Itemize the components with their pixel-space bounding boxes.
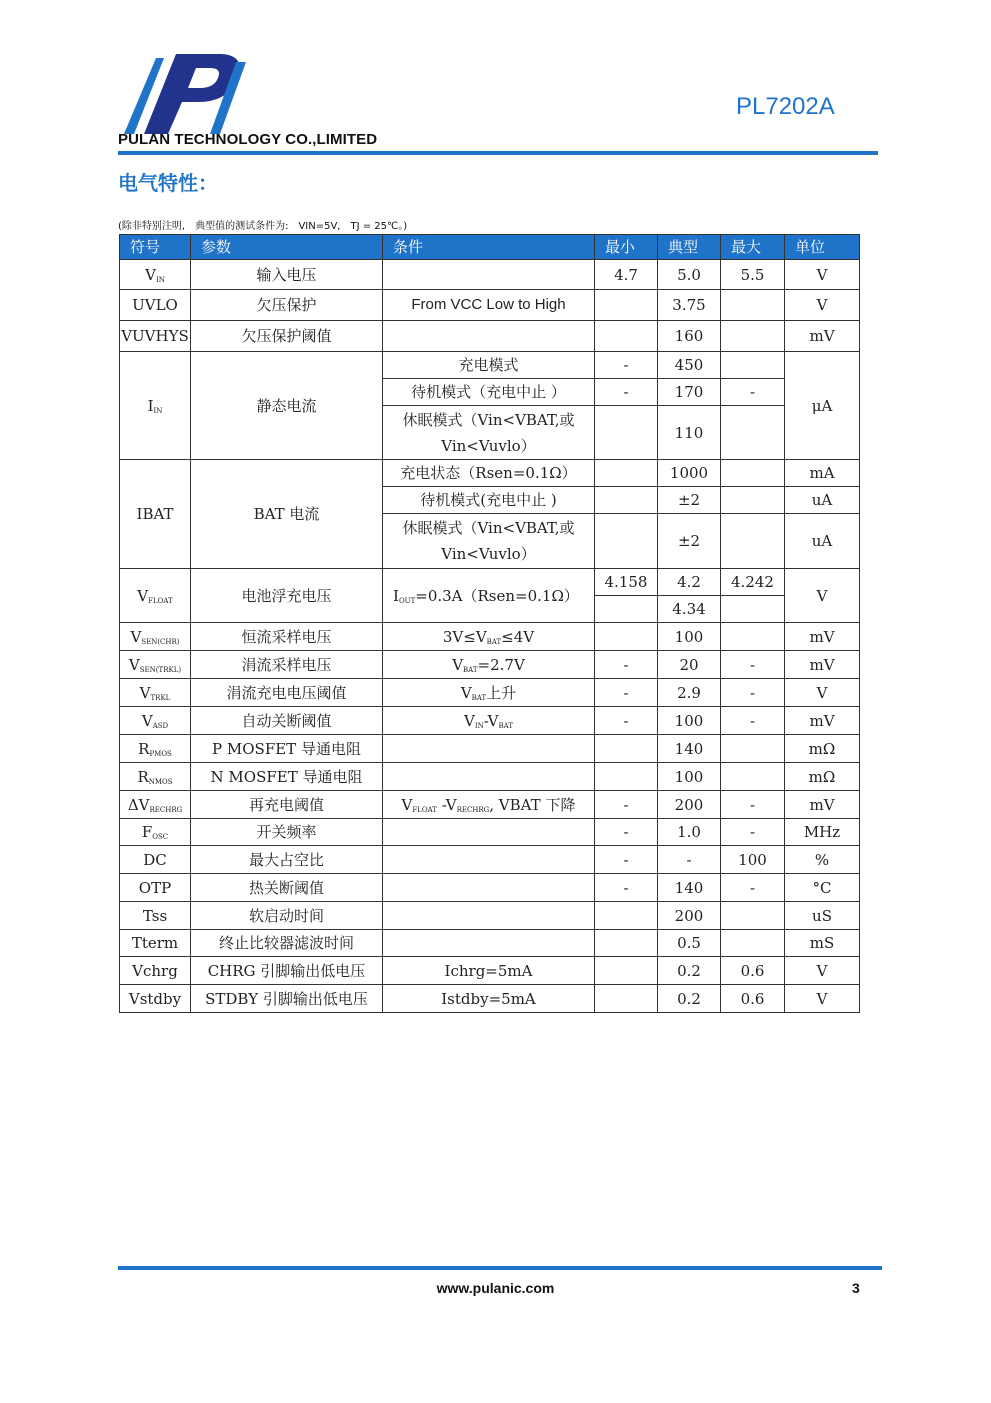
condition-cell: 休眠模式（Vin<VBAT,或 Vin<Vuvlo）	[383, 406, 595, 460]
typ-cell: 200	[658, 791, 721, 819]
min-cell	[595, 487, 658, 514]
condition-cell	[383, 321, 595, 352]
symbol-cell: $V_{SEN(CHR)}$	[120, 623, 191, 651]
unit-cell: mΩ	[785, 735, 860, 763]
header-typ: 典型	[658, 235, 721, 260]
condition-cell: $V_{IN}-V_{BAT}$	[383, 707, 595, 735]
symbol-cell: $V_{FLOAT}$	[120, 569, 191, 623]
min-cell	[595, 406, 658, 460]
symbol-cell: Vchrg	[120, 957, 191, 985]
condition-cell	[383, 902, 595, 930]
max-cell: -	[721, 791, 785, 819]
typ-cell: 4.2	[658, 569, 721, 596]
min-cell	[595, 514, 658, 569]
typ-cell: ±2	[658, 487, 721, 514]
footer-rule	[118, 1266, 882, 1270]
condition-cell	[383, 846, 595, 874]
condition-cell: $V_{BAT}=2.7V$	[383, 651, 595, 679]
parameter-cell: P MOSFET 导通电阻	[191, 735, 383, 763]
condition-cell: 充电状态（Rsen=0.1Ω）	[383, 460, 595, 487]
typ-cell: 0.2	[658, 957, 721, 985]
table-row	[120, 846, 860, 874]
unit-cell: mV	[785, 321, 860, 352]
condition-cell: 休眠模式（Vin<VBAT,或 Vin<Vuvlo）	[383, 514, 595, 569]
symbol-cell: DC	[120, 846, 191, 874]
unit-cell: mA	[785, 460, 860, 487]
pulan-logo-icon	[118, 52, 248, 134]
max-cell: -	[721, 819, 785, 846]
table-row	[120, 819, 860, 846]
max-cell	[721, 763, 785, 791]
section-title: 电气特性：	[118, 171, 218, 195]
min-cell: 4.7	[595, 260, 658, 290]
max-cell	[721, 930, 785, 957]
max-cell: -	[721, 651, 785, 679]
max-cell	[721, 460, 785, 487]
header-condition: 条件	[383, 235, 595, 260]
parameter-cell: 恒流采样电压	[191, 623, 383, 651]
table-row	[120, 679, 860, 707]
table-row	[120, 352, 860, 379]
max-cell: 5.5	[721, 260, 785, 290]
parameter-cell: 再充电阈值	[191, 791, 383, 819]
table-row	[120, 321, 860, 352]
typ-cell: 2.9	[658, 679, 721, 707]
min-cell	[595, 902, 658, 930]
min-cell: -	[595, 874, 658, 902]
table-row	[120, 651, 860, 679]
min-cell: 4.158	[595, 569, 658, 596]
max-cell	[721, 321, 785, 352]
table-row	[120, 985, 860, 1013]
symbol-cell: $R_{NMOS}$	[120, 763, 191, 791]
table-row	[120, 791, 860, 819]
table-row	[120, 260, 860, 290]
parameter-cell: 输入电压	[191, 260, 383, 290]
unit-cell: mV	[785, 791, 860, 819]
typ-cell: 170	[658, 379, 721, 406]
max-cell: 4.242	[721, 569, 785, 596]
max-cell: 0.6	[721, 985, 785, 1013]
symbol-cell: $V_{IN}$	[120, 260, 191, 290]
unit-cell: mV	[785, 707, 860, 735]
table-row	[120, 930, 860, 957]
symbol-cell: $\Delta V_{RECHRG}$	[120, 791, 191, 819]
typ-cell: ±2	[658, 514, 721, 569]
table-row	[120, 460, 860, 487]
typ-cell: 1.0	[658, 819, 721, 846]
typ-cell: -	[658, 846, 721, 874]
condition-cell: Ichrg=5mA	[383, 957, 595, 985]
parameter-cell: N MOSFET 导通电阻	[191, 763, 383, 791]
typ-cell: 1000	[658, 460, 721, 487]
typ-cell: 140	[658, 874, 721, 902]
header-unit: 单位	[785, 235, 860, 260]
unit-cell: V	[785, 260, 860, 290]
unit-cell: mV	[785, 623, 860, 651]
unit-cell: V	[785, 985, 860, 1013]
max-cell	[721, 902, 785, 930]
typ-cell: 110	[658, 406, 721, 460]
symbol-cell: $V_{ASD}$	[120, 707, 191, 735]
footer-url: www.pulanic.com	[436, 1280, 555, 1296]
condition-cell: 待机模式（充电中止 ）	[383, 379, 595, 406]
max-cell	[721, 623, 785, 651]
symbol-cell: Vstdby	[120, 985, 191, 1013]
condition-cell	[383, 735, 595, 763]
condition-cell: $3V\le V_{BAT}\le 4V$	[383, 623, 595, 651]
min-cell	[595, 930, 658, 957]
min-cell	[595, 957, 658, 985]
symbol-cell: Tss	[120, 902, 191, 930]
min-cell	[595, 735, 658, 763]
parameter-cell: 自动关断阈值	[191, 707, 383, 735]
unit-cell: V	[785, 679, 860, 707]
header-parameter: 参数	[191, 235, 383, 260]
typ-cell: 5.0	[658, 260, 721, 290]
symbol-cell: $I_{IN}$	[120, 352, 191, 460]
typ-cell: 100	[658, 707, 721, 735]
header-min: 最小	[595, 235, 658, 260]
parameter-cell: 电池浮充电压	[191, 569, 383, 623]
parameter-cell: 涓流采样电压	[191, 651, 383, 679]
min-cell: -	[595, 679, 658, 707]
max-cell: -	[721, 707, 785, 735]
symbol-cell: $V_{SEN(TRKL)}$	[120, 651, 191, 679]
max-cell	[721, 487, 785, 514]
symbol-cell: $V_{TRKL}$	[120, 679, 191, 707]
max-cell	[721, 352, 785, 379]
condition-cell	[383, 819, 595, 846]
max-cell: -	[721, 379, 785, 406]
min-cell: -	[595, 707, 658, 735]
typ-cell: 4.34	[658, 596, 721, 623]
unit-cell: uA	[785, 514, 860, 569]
max-cell	[721, 514, 785, 569]
typ-cell: 140	[658, 735, 721, 763]
parameter-cell: BAT 电流	[191, 460, 383, 569]
table-row	[120, 957, 860, 985]
unit-cell: V	[785, 957, 860, 985]
unit-cell: MHz	[785, 819, 860, 846]
unit-cell: uS	[785, 902, 860, 930]
unit-cell: °C	[785, 874, 860, 902]
condition-cell: 充电模式	[383, 352, 595, 379]
symbol-cell: $R_{PMOS}$	[120, 735, 191, 763]
parameter-cell: CHRG 引脚输出低电压	[191, 957, 383, 985]
min-cell	[595, 321, 658, 352]
condition-cell	[383, 930, 595, 957]
electrical-characteristics-table	[119, 234, 860, 1013]
symbol-cell: VUVHYS	[120, 321, 191, 352]
parameter-cell: 终止比较器滤波时间	[191, 930, 383, 957]
condition-cell	[383, 763, 595, 791]
unit-cell: V	[785, 569, 860, 623]
unit-cell: mΩ	[785, 763, 860, 791]
typ-cell: 20	[658, 651, 721, 679]
symbol-cell: Tterm	[120, 930, 191, 957]
condition-cell: From VCC Low to High	[383, 290, 595, 321]
symbol-cell: IBAT	[120, 460, 191, 569]
condition-cell	[383, 874, 595, 902]
unit-cell: mV	[785, 651, 860, 679]
parameter-cell: 开关频率	[191, 819, 383, 846]
unit-cell: %	[785, 846, 860, 874]
test-conditions-note: (除非特别注明, 典型值的测试条件为: VIN=5V, TJ = 25℃。)	[118, 221, 408, 232]
parameter-cell: 静态电流	[191, 352, 383, 460]
condition-cell: 待机模式(充电中止 )	[383, 487, 595, 514]
condition-cell: $V_{FLOAT}$ $-V_{RECHRG}$, VBAT 下降	[383, 791, 595, 819]
table-row	[120, 569, 860, 596]
company-name: PULAN TECHNOLOGY CO.,LIMITED	[118, 131, 378, 148]
condition-cell: $V_{BAT}$上升	[383, 679, 595, 707]
unit-cell: V	[785, 290, 860, 321]
min-cell	[595, 460, 658, 487]
header-max: 最大	[721, 235, 785, 260]
min-cell: -	[595, 651, 658, 679]
page-number: 3	[852, 1280, 860, 1296]
parameter-cell: 涓流充电电压阈值	[191, 679, 383, 707]
min-cell	[595, 623, 658, 651]
table-header-row	[120, 235, 860, 260]
max-cell: -	[721, 874, 785, 902]
typ-cell: 160	[658, 321, 721, 352]
max-cell	[721, 735, 785, 763]
max-cell	[721, 406, 785, 460]
max-cell: -	[721, 679, 785, 707]
min-cell: -	[595, 791, 658, 819]
table-row	[120, 707, 860, 735]
header-rule	[118, 151, 878, 155]
table-row	[120, 902, 860, 930]
symbol-cell: $F_{OSC}$	[120, 819, 191, 846]
parameter-cell: 欠压保护阈值	[191, 321, 383, 352]
parameter-cell: 软启动时间	[191, 902, 383, 930]
table-row	[120, 623, 860, 651]
header-symbol: 符号	[120, 235, 191, 260]
symbol-cell: OTP	[120, 874, 191, 902]
min-cell: -	[595, 846, 658, 874]
parameter-cell: 欠压保护	[191, 290, 383, 321]
max-cell: 0.6	[721, 957, 785, 985]
parameter-cell: 最大占空比	[191, 846, 383, 874]
table-row	[120, 874, 860, 902]
max-cell	[721, 290, 785, 321]
min-cell: -	[595, 819, 658, 846]
typ-cell: 450	[658, 352, 721, 379]
table-row	[120, 735, 860, 763]
min-cell: -	[595, 352, 658, 379]
parameter-cell: 热关断阈值	[191, 874, 383, 902]
table-row	[120, 290, 860, 321]
max-cell: 100	[721, 846, 785, 874]
typ-cell: 100	[658, 763, 721, 791]
symbol-cell: UVLO	[120, 290, 191, 321]
max-cell	[721, 596, 785, 623]
min-cell: -	[595, 379, 658, 406]
typ-cell: 0.5	[658, 930, 721, 957]
min-cell	[595, 596, 658, 623]
min-cell	[595, 985, 658, 1013]
condition-cell: $I_{OUT}=0.3A(Rsen=0.1\Omega)$	[383, 569, 595, 623]
unit-cell: μA	[785, 352, 860, 460]
min-cell	[595, 763, 658, 791]
typ-cell: 200	[658, 902, 721, 930]
typ-cell: 100	[658, 623, 721, 651]
condition-cell	[383, 260, 595, 290]
parameter-cell: STDBY 引脚输出低电压	[191, 985, 383, 1013]
table-row	[120, 763, 860, 791]
typ-cell: 0.2	[658, 985, 721, 1013]
condition-cell: Istdby=5mA	[383, 985, 595, 1013]
unit-cell: uA	[785, 487, 860, 514]
unit-cell: mS	[785, 930, 860, 957]
typ-cell: 3.75	[658, 290, 721, 321]
model-number: PL7202A	[736, 93, 835, 120]
min-cell	[595, 290, 658, 321]
